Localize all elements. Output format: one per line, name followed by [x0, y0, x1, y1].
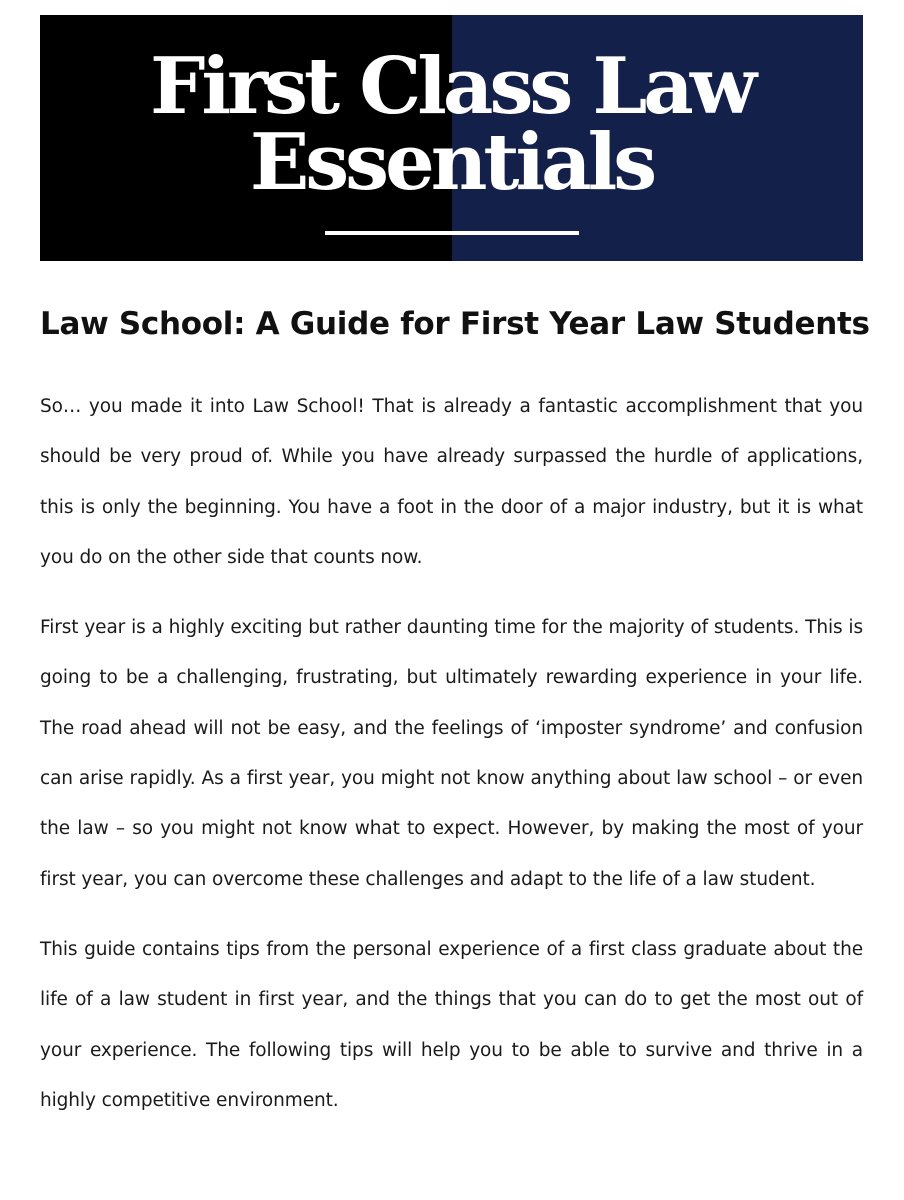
banner-underline	[325, 231, 579, 235]
banner-title	[40, 41, 863, 208]
banner-title-line-1: First Class Law	[150, 41, 753, 132]
header-banner	[40, 15, 863, 261]
article-title: Law School: A Guide for First Year Law Students	[40, 306, 870, 342]
banner-title-line-2: Essentials	[249, 117, 654, 208]
article-body	[40, 382, 863, 1146]
paragraph-2: First year is a highly exciting but rather daunting time for the majority of students. This is going to be a challenging, frustrating, but ultimately rewarding experience in your life. The road ahead will not be easy, and the feelings of ‘imposter syndrome’ and confusion can arise rapidly. As a first year, you might not know anything about law school – or even the law – so you might not know what to expect. However, by making the most of your first year, you can overcome these challenges and adapt to the life of a law student.	[40, 617, 863, 890]
paragraph-3: This guide contains tips from the personal experience of a first class graduate about the life of a law student in first year, and the things that you can do to get the most out of your experience. The following tips will help you to be able to survive and thrive in a highly competitive environment.	[40, 938, 863, 1111]
paragraph-1: So… you made it into Law School! That is already a fantastic accomplishment that you should be very proud of. While you have already surpassed the hurdle of applications, this is only the beginning. You have a foot in the door of a major industry, but it is what you do on the other side that counts now.	[40, 396, 863, 568]
